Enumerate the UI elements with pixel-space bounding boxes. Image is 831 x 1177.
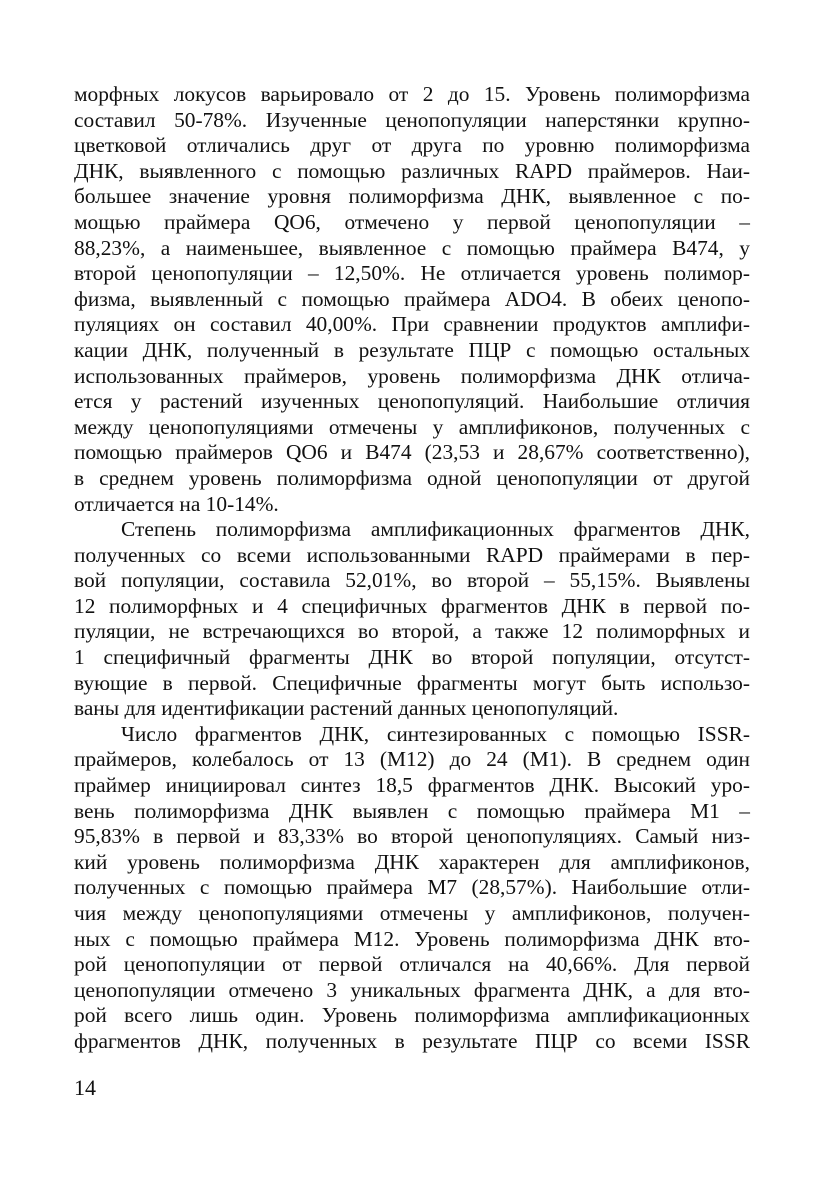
text-line: использованных праймеров, уровень полиморфизма ДНК отлича- [74,363,750,388]
text-line: помощью праймеров QO6 и B474 (23,53 и 28,67% соответственно), [74,440,750,465]
text-line: ется у растений изученных ценопопуляций. Наибольшие отличия [74,389,750,414]
text-line: вой популяции, составила 52,01%, во второй – 55,15%. Выявлены [74,568,750,593]
text-line: полученных со всеми использованными RAPD праймерами в пер- [74,542,750,567]
text-line: ваны для идентификации растений данных ценопопуляций. [74,696,619,721]
text-line: морфных локусов варьировало от 2 до 15. Уровень полиморфизма [74,82,750,106]
text-line: Число фрагментов ДНК, синтезированных с помощью ISSR- [121,721,750,746]
text-line: рой ценопопуляции от первой отличался на 40,66%. Для первой [74,952,750,977]
text-line: цветковой отличались друг от друга по уровню полиморфизма [74,133,750,158]
text-line: пуляции, не встречающихся во второй, а также 12 полиморфных и [74,619,750,644]
text-line: 12 полиморфных и 4 специфичных фрагментов ДНК в первой по- [74,593,750,618]
text-line: 88,23%, а наименьшее, выявленное с помощью праймера B474, у [74,235,750,260]
text-line: между ценопопуляциями отмечены у амплификонов, полученных с [74,414,750,439]
text-line: второй ценопопуляции – 12,50%. Не отличается уровень полимор- [74,261,750,286]
text-line: кации ДНК, полученный в результате ПЦР с помощью остальных [74,337,750,362]
text-line: в среднем уровень полиморфизма одной ценопопуляции от другой [74,465,750,490]
paragraph-3 [74,722,750,1055]
text-line: вень полиморфизма ДНК выявлен с помощью праймера M1 – [74,798,750,823]
text-line: фрагментов ДНК, полученных в результате ПЦР со всеми ISSR [74,1028,750,1053]
text-line: полученных с помощью праймера M7 (28,57%). Наибольшие отли- [74,875,750,900]
text-line: 95,83% в первой и 83,33% во второй ценопопуляциях. Самый низ- [74,824,750,849]
text-line: большее значение уровня полиморфизма ДНК, выявленное с по- [74,184,750,209]
text-line: мощью праймера QO6, отмечено у первой ценопопуляции – [74,209,750,234]
text-line: пуляциях он составил 40,00%. При сравнении продуктов амплифи- [74,312,750,337]
text-line: ценопопуляции отмечено 3 уникальных фрагмента ДНК, а для вто- [74,977,750,1002]
text-line: ДНК, выявленного с помощью различных RAPD праймеров. Наи- [74,158,750,183]
page-body [74,82,750,1055]
paragraph-2 [74,517,750,722]
text-line: составил 50-78%. Изученные ценопопуляции наперстянки крупно- [74,107,750,132]
text-line: рой всего лишь один. Уровень полиморфизма амплификационных [74,1003,750,1028]
text-line: кий уровень полиморфизма ДНК характерен для амплификонов, [74,849,750,874]
text-line: 1 специфичный фрагменты ДНК во второй популяции, отсутст- [74,645,750,670]
text-line: отличается на 10-14%. [74,491,279,516]
text-line: чия между ценопопуляциями отмечены у амплификонов, получен- [74,901,750,925]
paragraph-1 [74,82,750,517]
text-line: вующие в первой. Специфичные фрагменты могут быть использо- [74,670,750,695]
text-line: праймер инициировал синтез 18,5 фрагментов ДНК. Высокий уро- [74,773,750,798]
text-line: физма, выявленный с помощью праймера ADO4. В обеих ценопо- [74,286,750,311]
text-line: праймеров, колебалось от 13 (M12) до 24 (M1). В среднем один [74,747,750,772]
page-number: 14 [74,1075,96,1100]
text-line: Степень полиморфизма амплификационных фрагментов ДНК, [121,517,750,542]
text-line: ных с помощью праймера M12. Уровень полиморфизма ДНК вто- [74,926,750,951]
